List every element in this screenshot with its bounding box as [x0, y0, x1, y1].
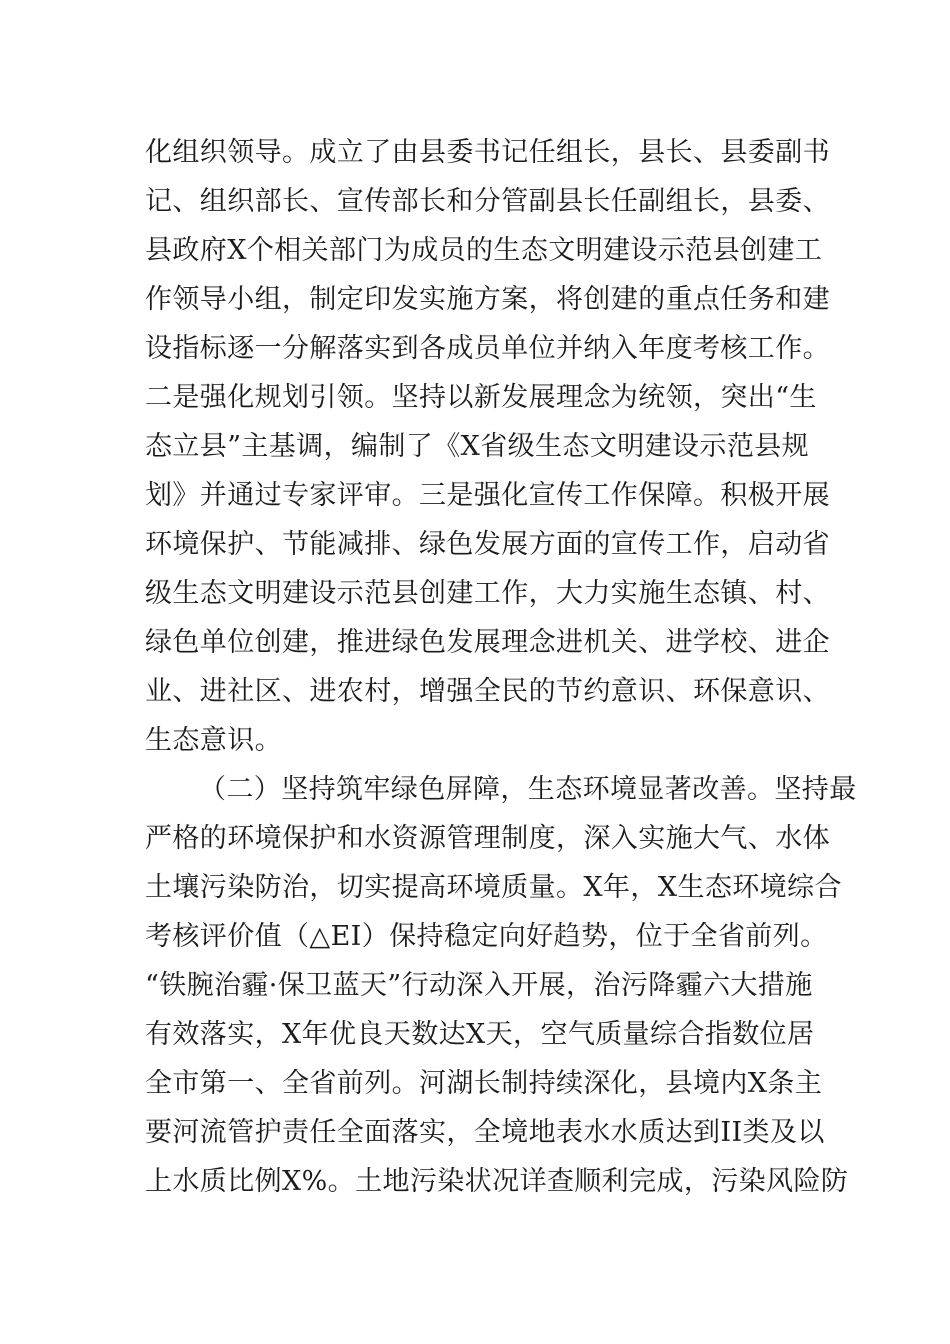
text-line: 县政府X个相关部门为成员的生态文明建设示范县创建工 [145, 235, 823, 266]
text-line: 全市第一、全省前列。河湖长制持续深化，县境内X条主 [145, 1068, 823, 1099]
text-line: 要河流管护责任全面落实，全境地表水水质达到II类及以 [145, 1117, 825, 1148]
text-line: “铁腕治霾·保卫蓝天”行动深入开展，治污降霾六大措施 [145, 970, 813, 1001]
text-line: 严格的环境保护和水资源管理制度，深入实施大气、水体 [145, 823, 830, 854]
body-text [145, 128, 857, 1206]
text-line: 绿色单位创建，推进绿色发展理念进机关、进学校、进企 [145, 627, 830, 658]
text-line: 二是强化规划引领。坚持以新发展理念为统领，突出“生 [145, 382, 817, 413]
text-line: 化组织领导。成立了由县委书记任组长，县长、县委副书 [145, 137, 830, 168]
text-line: 设指标逐一分解落实到各成员单位并纳入年度考核工作。 [145, 333, 830, 364]
text-line: 业、进社区、进农村，增强全民的节约意识、环保意识、 [145, 676, 830, 707]
text-line: 上水质比例X%。土地污染状况详查顺利完成，污染风险防 [145, 1166, 849, 1197]
text-line: 土壤污染防治，切实提高环境质量。X年，X生态环境综合 [145, 872, 842, 903]
text-line: 考核评价值（△EI）保持稳定向好趋势，位于全省前列。 [145, 921, 828, 952]
text-line: 划》并通过专家评审。三是强化宣传工作保障。积极开展 [145, 480, 830, 511]
text-line: 生态意识。 [145, 725, 282, 756]
text-line: 记、组织部长、宣传部长和分管副县长任副组长，县委、 [145, 186, 830, 217]
text-line: 态立县”主基调，编制了《X省级生态文明建设示范县规 [145, 431, 810, 462]
text-line: 作领导小组，制定印发实施方案，将创建的重点任务和建 [145, 284, 830, 315]
paragraph-heading-line: （二）坚持筑牢绿色屏障，生态环境显著改善。坚持最 [199, 774, 857, 805]
text-line: 级生态文明建设示范县创建工作，大力实施生态镇、村、 [145, 578, 830, 609]
text-line: 环境保护、节能减排、绿色发展方面的宣传工作，启动省 [145, 529, 830, 560]
text-line: 有效落实，X年优良天数达X天，空气质量综合指数位居 [145, 1019, 815, 1050]
